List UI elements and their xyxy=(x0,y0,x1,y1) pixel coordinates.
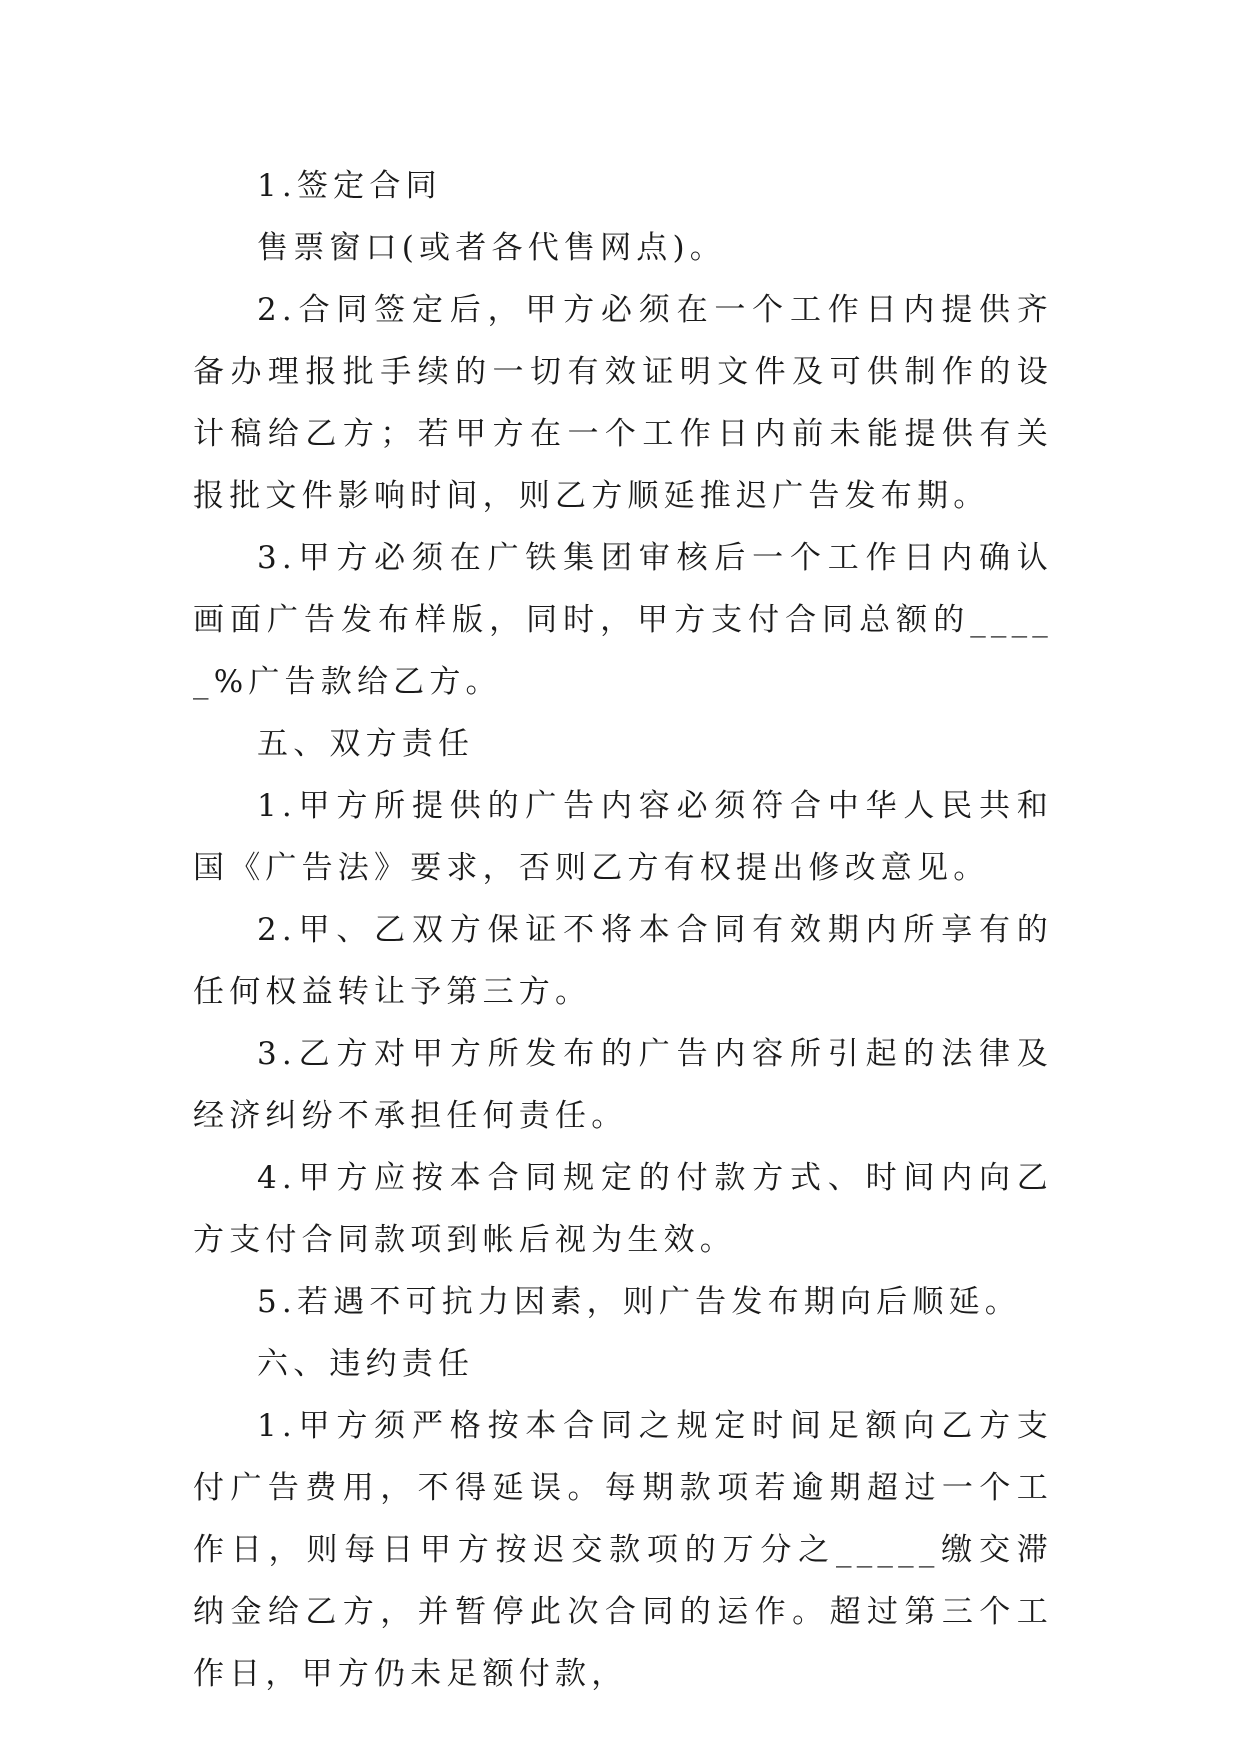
paragraph-sign-contract: 1.签定合同 xyxy=(257,168,442,204)
paragraph-responsibility-1: 1.甲方所提供的广告内容必须符合中华人民共和国《广告法》要求，否则乙方有权提出修改意见。 xyxy=(193,788,1053,886)
paragraph-responsibility-4: 4.甲方应按本合同规定的付款方式、时间内向乙方支付合同款项到帐后视为生效。 xyxy=(193,1160,1053,1258)
section-heading-responsibilities: 五、双方责任 xyxy=(257,726,475,762)
document-body xyxy=(193,155,1053,1705)
section-heading-breach: 六、违约责任 xyxy=(257,1346,475,1382)
paragraph-responsibility-2: 2.甲、乙双方保证不将本合同有效期内所享有的任何权益转让予第三方。 xyxy=(193,912,1053,1010)
paragraph-clause-2: 2.合同签定后，甲方必须在一个工作日内提供齐备办理报批手续的一切有效证明文件及可供制作的设计稿给乙方；若甲方在一个工作日内前未能提供有关报批文件影响时间，则乙方顺延推迟广告发布期。 xyxy=(193,292,1053,514)
paragraph-responsibility-3: 3.乙方对甲方所发布的广告内容所引起的法律及经济纠纷不承担任何责任。 xyxy=(193,1036,1053,1134)
paragraph-breach-1: 1.甲方须严格按本合同之规定时间足额向乙方支付广告费用，不得延误。每期款项若逾期超过一个工作日，则每日甲方按迟交款项的万分之_____缴交滞纳金给乙方，并暂停此次合同的运作。超过第三个工作日，甲方仍未足额付款， xyxy=(193,1408,1053,1692)
paragraph-ticket-window: 售票窗口(或者各代售网点)。 xyxy=(257,230,726,266)
paragraph-responsibility-5: 5.若遇不可抗力因素，则广告发布期向后顺延。 xyxy=(257,1284,1021,1320)
paragraph-clause-3: 3.甲方必须在广铁集团审核后一个工作日内确认画面广告发布样版，同时，甲方支付合同总额的_____%广告款给乙方。 xyxy=(193,540,1053,700)
